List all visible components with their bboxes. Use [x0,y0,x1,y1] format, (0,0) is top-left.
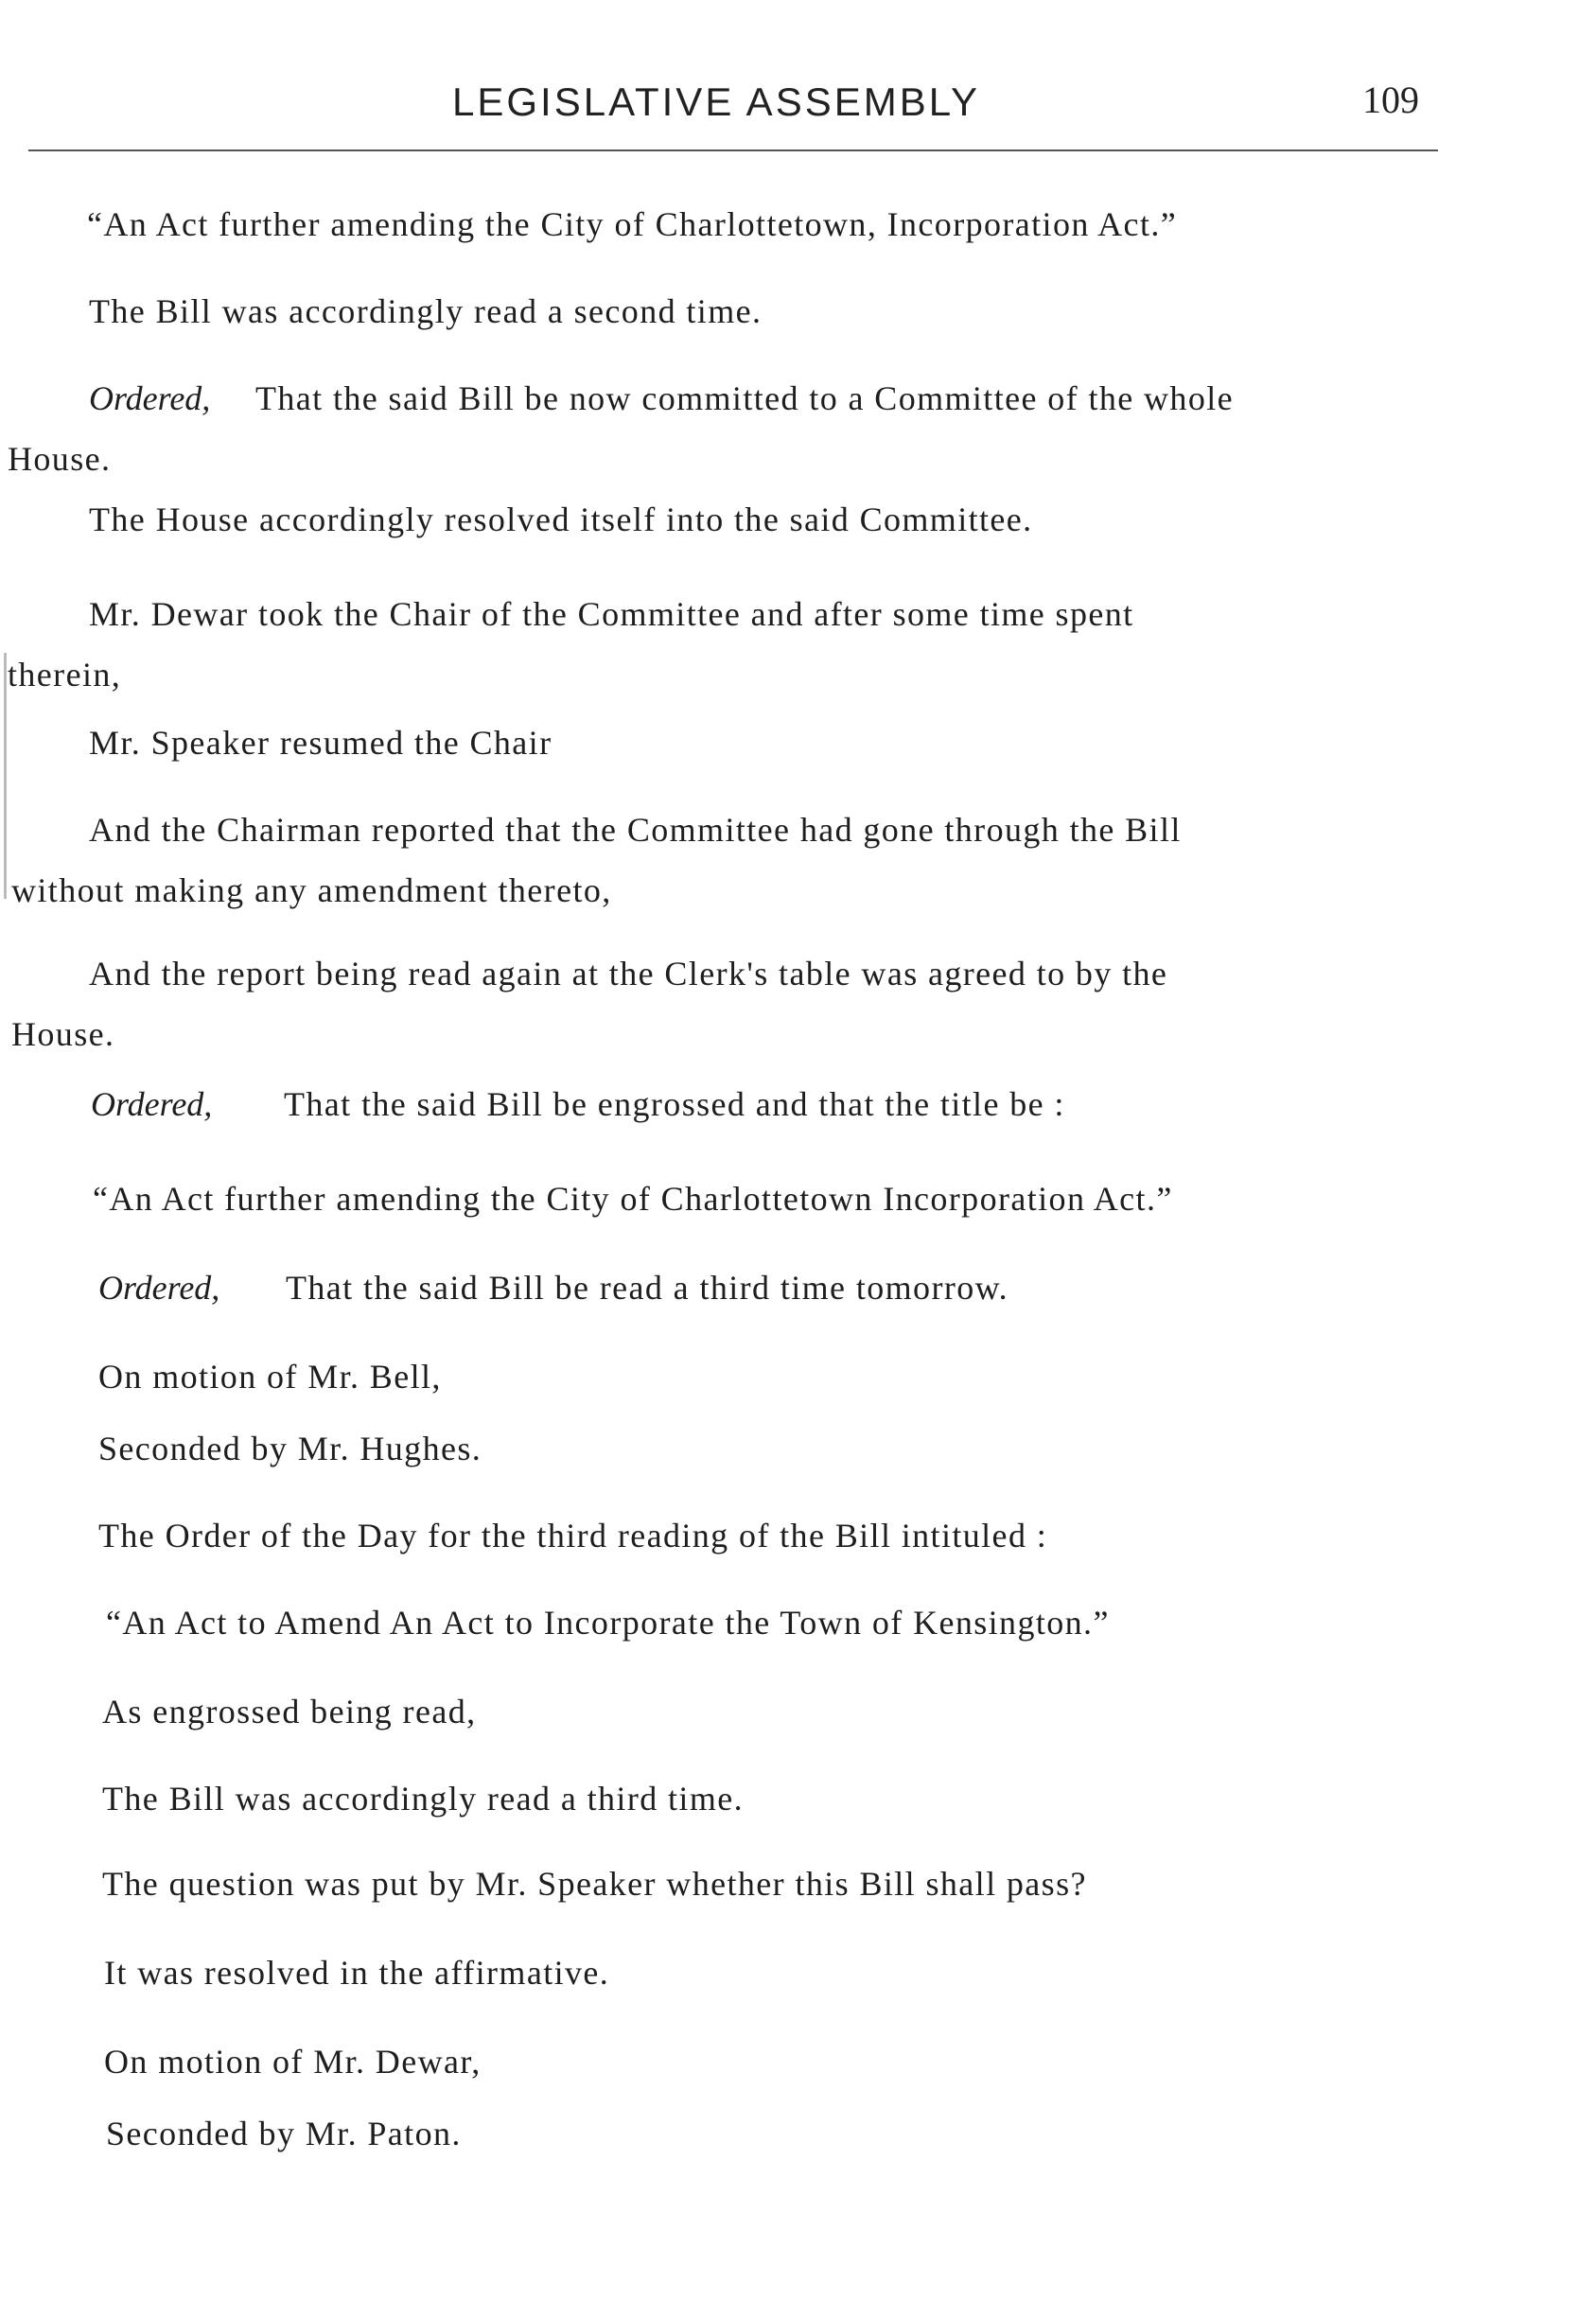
text-line: The House accordingly resolved itself into the said Committee. [89,501,1033,538]
text-line: That the said Bill be read a third time tomorrow. [286,1269,1009,1307]
text-line: Mr. Speaker resumed the Chair [89,724,552,762]
text-line: And the Chairman reported that the Committee had gone through the Bill [89,811,1182,849]
text-line: House. [8,440,112,478]
text-line: As engrossed being read, [102,1693,477,1730]
text-line: On motion of Mr. Dewar, [104,2043,482,2081]
text-line: “An Act to Amend An Act to Incorporate the Town of Kensington.” [106,1604,1110,1642]
text-line: “An Act further amending the City of Charlottetown Incorporation Act.” [93,1180,1173,1218]
header-rule [28,149,1438,151]
text-line: “An Act further amending the City of Charlottetown, Incorporation Act.” [87,205,1178,243]
text-line: The question was put by Mr. Speaker whether this Bill shall pass? [102,1865,1087,1903]
running-header: LEGISLATIVE ASSEMBLY [452,79,980,124]
text-line: Mr. Dewar took the Chair of the Committee and after some time spent [89,595,1134,633]
text-line: That the said Bill be now committed to a Committee of the whole [255,379,1235,417]
text-line: Seconded by Mr. Paton. [106,2115,462,2152]
text-line: without making any amendment thereto, [11,871,612,909]
ordered-label: Ordered, [98,1269,220,1307]
text-line: And the report being read again at the Clerk's table was agreed to by the [89,955,1168,992]
ordered-label: Ordered, [91,1085,213,1123]
text-line: therein, [8,656,122,694]
text-line: It was resolved in the affirmative. [104,1954,610,1992]
text-line: Seconded by Mr. Hughes. [98,1430,482,1467]
text-line: The Order of the Day for the third reading of the Bill intituled : [98,1517,1048,1554]
margin-mark [4,653,7,899]
page-number: 109 [1362,79,1419,121]
text-line: That the said Bill be engrossed and that the title be : [284,1085,1065,1123]
text-line: The Bill was accordingly read a third time. [102,1780,745,1818]
ordered-label: Ordered, [89,379,211,417]
text-line: On motion of Mr. Bell, [98,1358,442,1396]
text-line: The Bill was accordingly read a second time. [89,292,763,330]
text-line: House. [11,1015,115,1053]
